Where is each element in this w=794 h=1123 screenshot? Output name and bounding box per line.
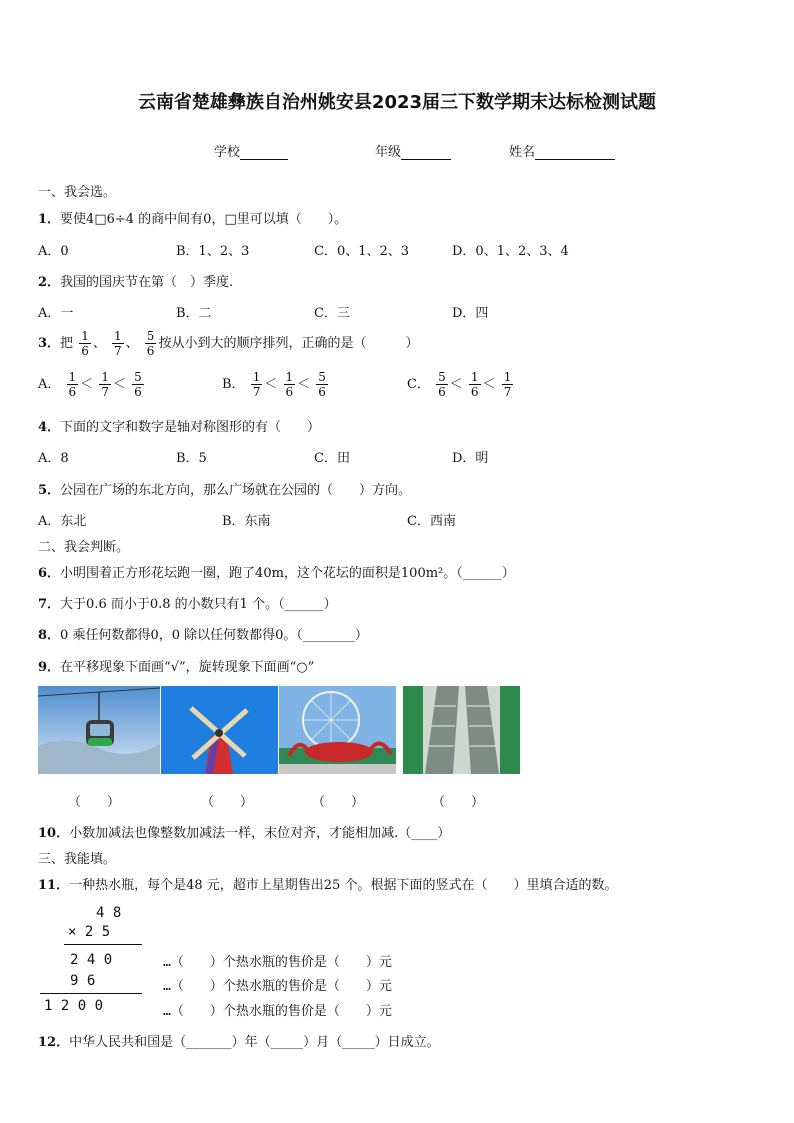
q9-answer-2[interactable]: （ ）: [201, 795, 254, 810]
question-number: 3．: [38, 336, 61, 351]
question-12: [38, 1031, 440, 1050]
calc-row-2: × 2 5: [68, 924, 111, 940]
question-9: [38, 656, 314, 675]
q3-option-a[interactable]: A． $\frac{1}{6}$ ＜ $\frac{1}{7}$ ＜ $\frac{5}{6}$: [38, 370, 142, 399]
q2-option-b[interactable]: B．二: [176, 306, 212, 321]
q1-option-d[interactable]: D．0、1、2、3、4: [452, 244, 569, 259]
grade-field: [375, 141, 451, 160]
question-text: 把: [60, 336, 74, 351]
calc-line-1: [64, 944, 142, 945]
question-text: 0 乘任何数都得0，0 除以任何数都得0。（________）: [60, 628, 368, 643]
name-blank[interactable]: [535, 145, 615, 160]
q3-option-b[interactable]: B． $\frac{1}{7}$ ＜ $\frac{1}{6}$ ＜ $\frac{5}{6}$: [222, 370, 326, 399]
question-number: 1．: [38, 212, 61, 227]
q1-option-b[interactable]: B．1、2、3: [176, 244, 250, 259]
calc-note-3[interactable]: …（ ）个热水瓶的售价是（ ）元: [163, 1004, 392, 1019]
q5-option-a[interactable]: A．东北: [38, 514, 87, 529]
question-2: [38, 271, 233, 290]
q3-option-c[interactable]: C． $\frac{5}{6}$ ＜ $\frac{1}{6}$ ＜ $\frac{1}{7}$: [407, 370, 512, 399]
q2-option-a[interactable]: A．一: [38, 306, 74, 321]
question-text: 在平移现象下面画“√”，旋转现象下面画“○”: [60, 660, 315, 675]
question-text: 按从小到大的顺序排列，正确的是（ ）: [158, 336, 419, 351]
grade-blank[interactable]: [401, 145, 451, 160]
section-judge: 二、我会判断。: [38, 540, 130, 555]
question-number: 5．: [38, 483, 61, 498]
school-label: 学校: [214, 145, 241, 160]
q5-option-b[interactable]: B．东南: [222, 514, 271, 529]
question-number: 11．: [38, 878, 70, 893]
question-3: 3．把 $\frac{1}{6}$ 、 $\frac{1}{7}$ 、 $\frac{5}{6}$ 按从小到大的顺序排列，正确的是（ ）: [38, 329, 419, 358]
question-text: 一种热水瓶，每个是48 元，超市上星期售出25 个。根据下面的竖式在（ ）里填合适的数。: [69, 878, 618, 893]
question-number: 6．: [38, 566, 61, 581]
question-text: 中华人民共和国是（_______）年（_____）月（_____）日成立。: [69, 1035, 440, 1050]
q2-option-d[interactable]: D．四: [452, 306, 489, 321]
name-label: 姓名: [509, 145, 536, 160]
page-title: 云南省楚雄彝族自治州姚安县2023届三下数学期末达标检测试题: [137, 92, 657, 113]
question-4: [38, 416, 320, 435]
q4-option-a[interactable]: A．8: [38, 451, 69, 466]
question-number: 10．: [38, 826, 70, 841]
q5-option-c[interactable]: C．西南: [407, 514, 456, 529]
q4-option-d[interactable]: D．明: [452, 451, 489, 466]
school-blank[interactable]: [240, 145, 288, 160]
calc-row-3: 2 4 0: [70, 952, 113, 968]
question-text: 我国的国庆节在第（ ）季度.: [60, 275, 234, 290]
fraction: $\frac{1}{6}$: [81, 329, 89, 358]
calc-row-1: 4 8: [96, 905, 122, 921]
question-5: [38, 479, 411, 498]
question-number: 9．: [38, 660, 61, 675]
q4-option-b[interactable]: B．5: [176, 451, 207, 466]
school-field: [214, 141, 288, 160]
fraction: $\frac{5}{6}$: [146, 329, 155, 358]
question-6: [38, 562, 515, 581]
question-text: 大于0.6 而小于0.8 的小数只有1 个。（______）: [60, 597, 337, 612]
name-field: [509, 141, 615, 160]
question-text: 小明围着正方形花坛跑一圈，跑了40m，这个花坛的面积是100m²。（______）: [60, 566, 515, 581]
question-number: 2．: [38, 275, 61, 290]
question-text: 下面的文字和数字是轴对称图形的有（ ）: [60, 420, 321, 435]
question-7: [38, 593, 337, 612]
escalator-picture: [403, 686, 520, 774]
calc-line-2: [40, 993, 142, 994]
q9-answer-1[interactable]: （ ）: [68, 795, 121, 810]
question-number: 4．: [38, 420, 61, 435]
q9-answer-3[interactable]: （ ）: [312, 795, 365, 810]
q4-option-c[interactable]: C．田: [314, 451, 350, 466]
section-choice: 一、我会选。: [38, 185, 117, 200]
question-text: 小数加减法也像整数加减法一样，末位对齐，才能相加减.（____）: [69, 826, 451, 841]
q1-option-a[interactable]: A．0: [38, 244, 69, 259]
calc-note-1[interactable]: …（ ）个热水瓶的售价是（ ）元: [163, 955, 392, 970]
grade-label: 年级: [375, 145, 402, 160]
question-number: 8．: [38, 628, 61, 643]
calc-row-4: 9 6: [70, 973, 96, 989]
cable-car-picture: [38, 686, 160, 774]
section-fill: 三、我能填。: [38, 852, 117, 867]
calc-note-2[interactable]: …（ ）个热水瓶的售价是（ ）元: [163, 979, 392, 994]
calc-row-5: 1 2 0 0: [44, 998, 104, 1014]
question-text: 公园在广场的东北方向，那么广场就在公园的（ ）方向。: [60, 483, 412, 498]
question-number: 12．: [38, 1035, 70, 1050]
windmill-picture: [161, 686, 278, 774]
question-text: 要使4□6÷4 的商中间有0，□里可以填（ ）。: [60, 212, 348, 227]
fraction: $\frac{1}{7}$: [114, 329, 122, 358]
q9-answer-4[interactable]: （ ）: [432, 795, 485, 810]
ferris-wheel-picture: [279, 686, 396, 774]
question-11: [38, 874, 617, 893]
question-number: 7．: [38, 597, 61, 612]
question-1: [38, 208, 347, 227]
q2-option-c[interactable]: C．三: [314, 306, 350, 321]
q1-option-c[interactable]: C．0、1、2、3: [314, 244, 410, 259]
question-10: [38, 822, 450, 841]
question-8: [38, 624, 368, 643]
